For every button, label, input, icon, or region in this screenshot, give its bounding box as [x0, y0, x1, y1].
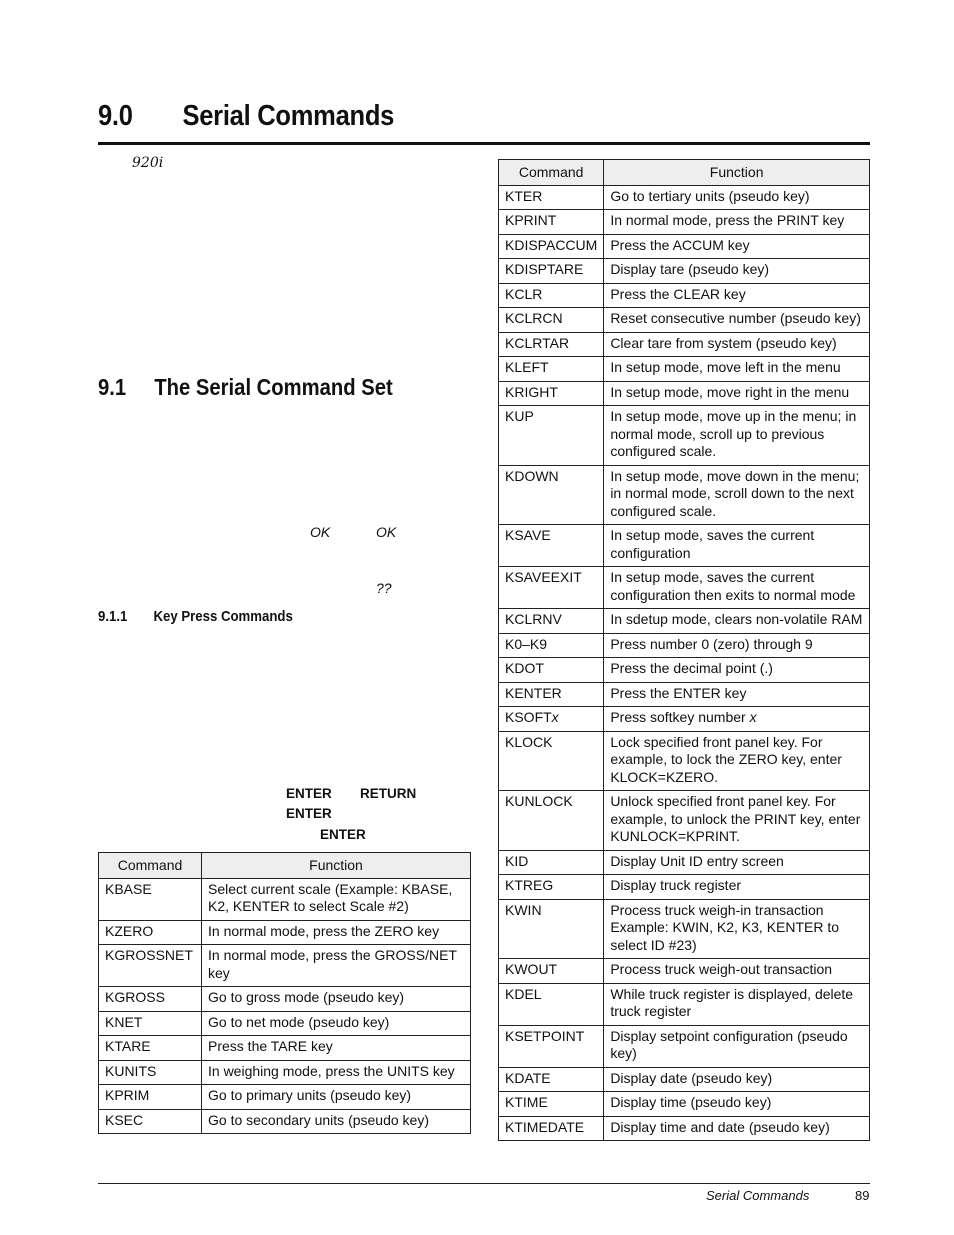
- subsection-number: 9.1.1: [98, 608, 128, 625]
- table-row: [99, 1109, 471, 1134]
- table-row: [499, 658, 870, 683]
- function-cell: Display setpoint configuration (pseudo key): [604, 1025, 870, 1067]
- function-cell: Reset consecutive number (pseudo key): [604, 308, 870, 333]
- function-cell: Press the CLEAR key: [604, 283, 870, 308]
- table-header-row: [99, 853, 471, 879]
- function-cell: Display truck register: [604, 875, 870, 900]
- table-row: [499, 465, 870, 525]
- enter-key-label-3: ENTER: [320, 827, 366, 842]
- function-cell: Lock specified front panel key. For example, to lock the ZERO key, enter KLOCK=KZERO.: [604, 731, 870, 791]
- function-cell: In setup mode, move up in the menu; in normal mode, scroll up to previous configured scale.: [604, 406, 870, 466]
- heading-number: 9.0: [98, 100, 133, 132]
- function-cell: In setup mode, move left in the menu: [604, 357, 870, 382]
- command-cell: KWIN: [499, 899, 604, 959]
- enter-key-label-1: ENTER: [286, 786, 332, 801]
- command-cell: KDISPACCUM: [499, 234, 604, 259]
- function-cell: In setup mode, saves the current configuration: [604, 525, 870, 567]
- enter-key-label-2: ENTER: [286, 806, 332, 821]
- function-cell: Go to gross mode (pseudo key): [202, 987, 471, 1012]
- function-cell: Go to net mode (pseudo key): [202, 1011, 471, 1036]
- command-cell: KWOUT: [499, 959, 604, 984]
- table-row: [99, 987, 471, 1012]
- command-cell: KDEL: [499, 983, 604, 1025]
- command-cell: KDISPTARE: [499, 259, 604, 284]
- function-cell: Press the decimal point (.): [604, 658, 870, 683]
- table-row: [499, 959, 870, 984]
- function-cell: In normal mode, press the PRINT key: [604, 210, 870, 235]
- command-cell: KUNLOCK: [499, 791, 604, 851]
- return-key-label: RETURN: [360, 786, 417, 801]
- function-cell: Unlock specified front panel key. For example, to unlock the PRINT key, enter KUNLOCK=KPRINT.: [604, 791, 870, 851]
- table-row: [499, 1067, 870, 1092]
- function-cell: Display time (pseudo key): [604, 1092, 870, 1117]
- command-cell: KSETPOINT: [499, 1025, 604, 1067]
- subsection-title: Key Press Commands: [153, 608, 293, 625]
- function-cell: Select current scale (Example: KBASE, K2, KENTER to select Scale #2): [202, 878, 471, 920]
- function-cell: In weighing mode, press the UNITS key: [202, 1060, 471, 1085]
- function-cell: In setup mode, move right in the menu: [604, 381, 870, 406]
- function-cell: Display Unit ID entry screen: [604, 850, 870, 875]
- function-cell: Press the ENTER key: [604, 682, 870, 707]
- table-row: [99, 920, 471, 945]
- command-column-header: Command: [499, 160, 604, 186]
- command-cell: KPRIM: [99, 1085, 202, 1110]
- table-row: [499, 682, 870, 707]
- table-row: [499, 259, 870, 284]
- ok-fragment-1: OK: [310, 524, 331, 540]
- function-cell: Go to secondary units (pseudo key): [202, 1109, 471, 1134]
- command-cell: KTIMEDATE: [499, 1116, 604, 1141]
- function-cell: Go to tertiary units (pseudo key): [604, 185, 870, 210]
- table-row: [499, 850, 870, 875]
- table-row: [499, 308, 870, 333]
- command-cell: KPRINT: [499, 210, 604, 235]
- intro-fragment: 920i: [132, 155, 164, 171]
- table-row: [99, 878, 471, 920]
- command-cell: KZERO: [99, 920, 202, 945]
- command-cell: KSEC: [99, 1109, 202, 1134]
- command-cell: KTIME: [499, 1092, 604, 1117]
- table-row: [499, 875, 870, 900]
- function-cell: In setup mode, saves the current configuration then exits to normal mode: [604, 567, 870, 609]
- function-cell: Press number 0 (zero) through 9: [604, 633, 870, 658]
- function-cell: Display time and date (pseudo key): [604, 1116, 870, 1141]
- table-row: [499, 791, 870, 851]
- command-cell: KGROSS: [99, 987, 202, 1012]
- command-column-header: Command: [99, 853, 202, 879]
- table-row: [499, 731, 870, 791]
- ok-fragment-2: OK: [376, 524, 397, 540]
- function-column-header: Function: [604, 160, 870, 186]
- table-row: [99, 1011, 471, 1036]
- table-row: [499, 381, 870, 406]
- command-cell: KCLR: [499, 283, 604, 308]
- section-number: 9.1: [98, 374, 127, 400]
- command-cell: KUP: [499, 406, 604, 466]
- command-cell: KTREG: [499, 875, 604, 900]
- subsection-heading: [98, 608, 293, 625]
- table-row: [499, 332, 870, 357]
- function-cell: Process truck weigh-in transaction Example: KWIN, K2, K3, KENTER to select ID #23): [604, 899, 870, 959]
- table-row: [499, 983, 870, 1025]
- command-cell: KCLRNV: [499, 609, 604, 634]
- table-row: [499, 234, 870, 259]
- section-title: The Serial Command Set: [154, 374, 393, 400]
- function-cell: In setup mode, move down in the menu; in normal mode, scroll down to the next configured scale.: [604, 465, 870, 525]
- command-cell: KBASE: [99, 878, 202, 920]
- command-cell: KDATE: [499, 1067, 604, 1092]
- table-row: [499, 633, 870, 658]
- command-cell: KTARE: [99, 1036, 202, 1061]
- table-row: [499, 525, 870, 567]
- table-row: [499, 707, 870, 732]
- table-row: [99, 1036, 471, 1061]
- command-cell: KUNITS: [99, 1060, 202, 1085]
- table-row: [499, 567, 870, 609]
- table-row: [499, 609, 870, 634]
- command-cell: K0–K9: [499, 633, 604, 658]
- key-commands-table-right: [498, 159, 870, 1141]
- function-column-header: Function: [202, 853, 471, 879]
- footer-page-number: 89: [855, 1188, 870, 1203]
- function-cell: Display tare (pseudo key): [604, 259, 870, 284]
- function-cell: Press the ACCUM key: [604, 234, 870, 259]
- table-row: [499, 1116, 870, 1141]
- command-cell: KDOWN: [499, 465, 604, 525]
- table-header-row: [499, 160, 870, 186]
- function-cell: While truck register is displayed, delete truck register: [604, 983, 870, 1025]
- section-heading: [98, 374, 393, 401]
- command-cell: KSAVE: [499, 525, 604, 567]
- table-row: [499, 357, 870, 382]
- function-cell: In normal mode, press the ZERO key: [202, 920, 471, 945]
- function-cell: In sdetup mode, clears non-volatile RAM: [604, 609, 870, 634]
- table-row: [499, 899, 870, 959]
- command-cell: KGROSSNET: [99, 945, 202, 987]
- command-cell: KLOCK: [499, 731, 604, 791]
- command-cell: KTER: [499, 185, 604, 210]
- table-row: [499, 1092, 870, 1117]
- command-cell: KSOFTx: [499, 707, 604, 732]
- table-row: [499, 1025, 870, 1067]
- table-row: [499, 283, 870, 308]
- command-cell: KCLRCN: [499, 308, 604, 333]
- command-cell: KNET: [99, 1011, 202, 1036]
- command-cell: KSAVEEXIT: [499, 567, 604, 609]
- command-cell: KDOT: [499, 658, 604, 683]
- question-fragment: ??: [376, 580, 392, 596]
- footer-section-name: Serial Commands: [706, 1188, 810, 1203]
- function-cell: Clear tare from system (pseudo key): [604, 332, 870, 357]
- heading-title: Serial Commands: [182, 100, 395, 132]
- command-cell: KCLRTAR: [499, 332, 604, 357]
- key-commands-table-left: [98, 852, 471, 1134]
- table-row: [499, 406, 870, 466]
- function-cell: Go to primary units (pseudo key): [202, 1085, 471, 1110]
- function-cell: In normal mode, press the GROSS/NET key: [202, 945, 471, 987]
- table-row: [499, 210, 870, 235]
- table-row: [99, 1085, 471, 1110]
- command-cell: KRIGHT: [499, 381, 604, 406]
- command-cell: KID: [499, 850, 604, 875]
- table-row: [99, 945, 471, 987]
- page-title: [98, 100, 394, 133]
- heading-rule: [98, 142, 870, 145]
- function-cell: Display date (pseudo key): [604, 1067, 870, 1092]
- footer-rule: [98, 1183, 870, 1184]
- function-cell: Press softkey number x: [604, 707, 870, 732]
- table-row: [499, 185, 870, 210]
- function-cell: Press the TARE key: [202, 1036, 471, 1061]
- table-row: [99, 1060, 471, 1085]
- command-cell: KENTER: [499, 682, 604, 707]
- function-cell: Process truck weigh-out transaction: [604, 959, 870, 984]
- command-cell: KLEFT: [499, 357, 604, 382]
